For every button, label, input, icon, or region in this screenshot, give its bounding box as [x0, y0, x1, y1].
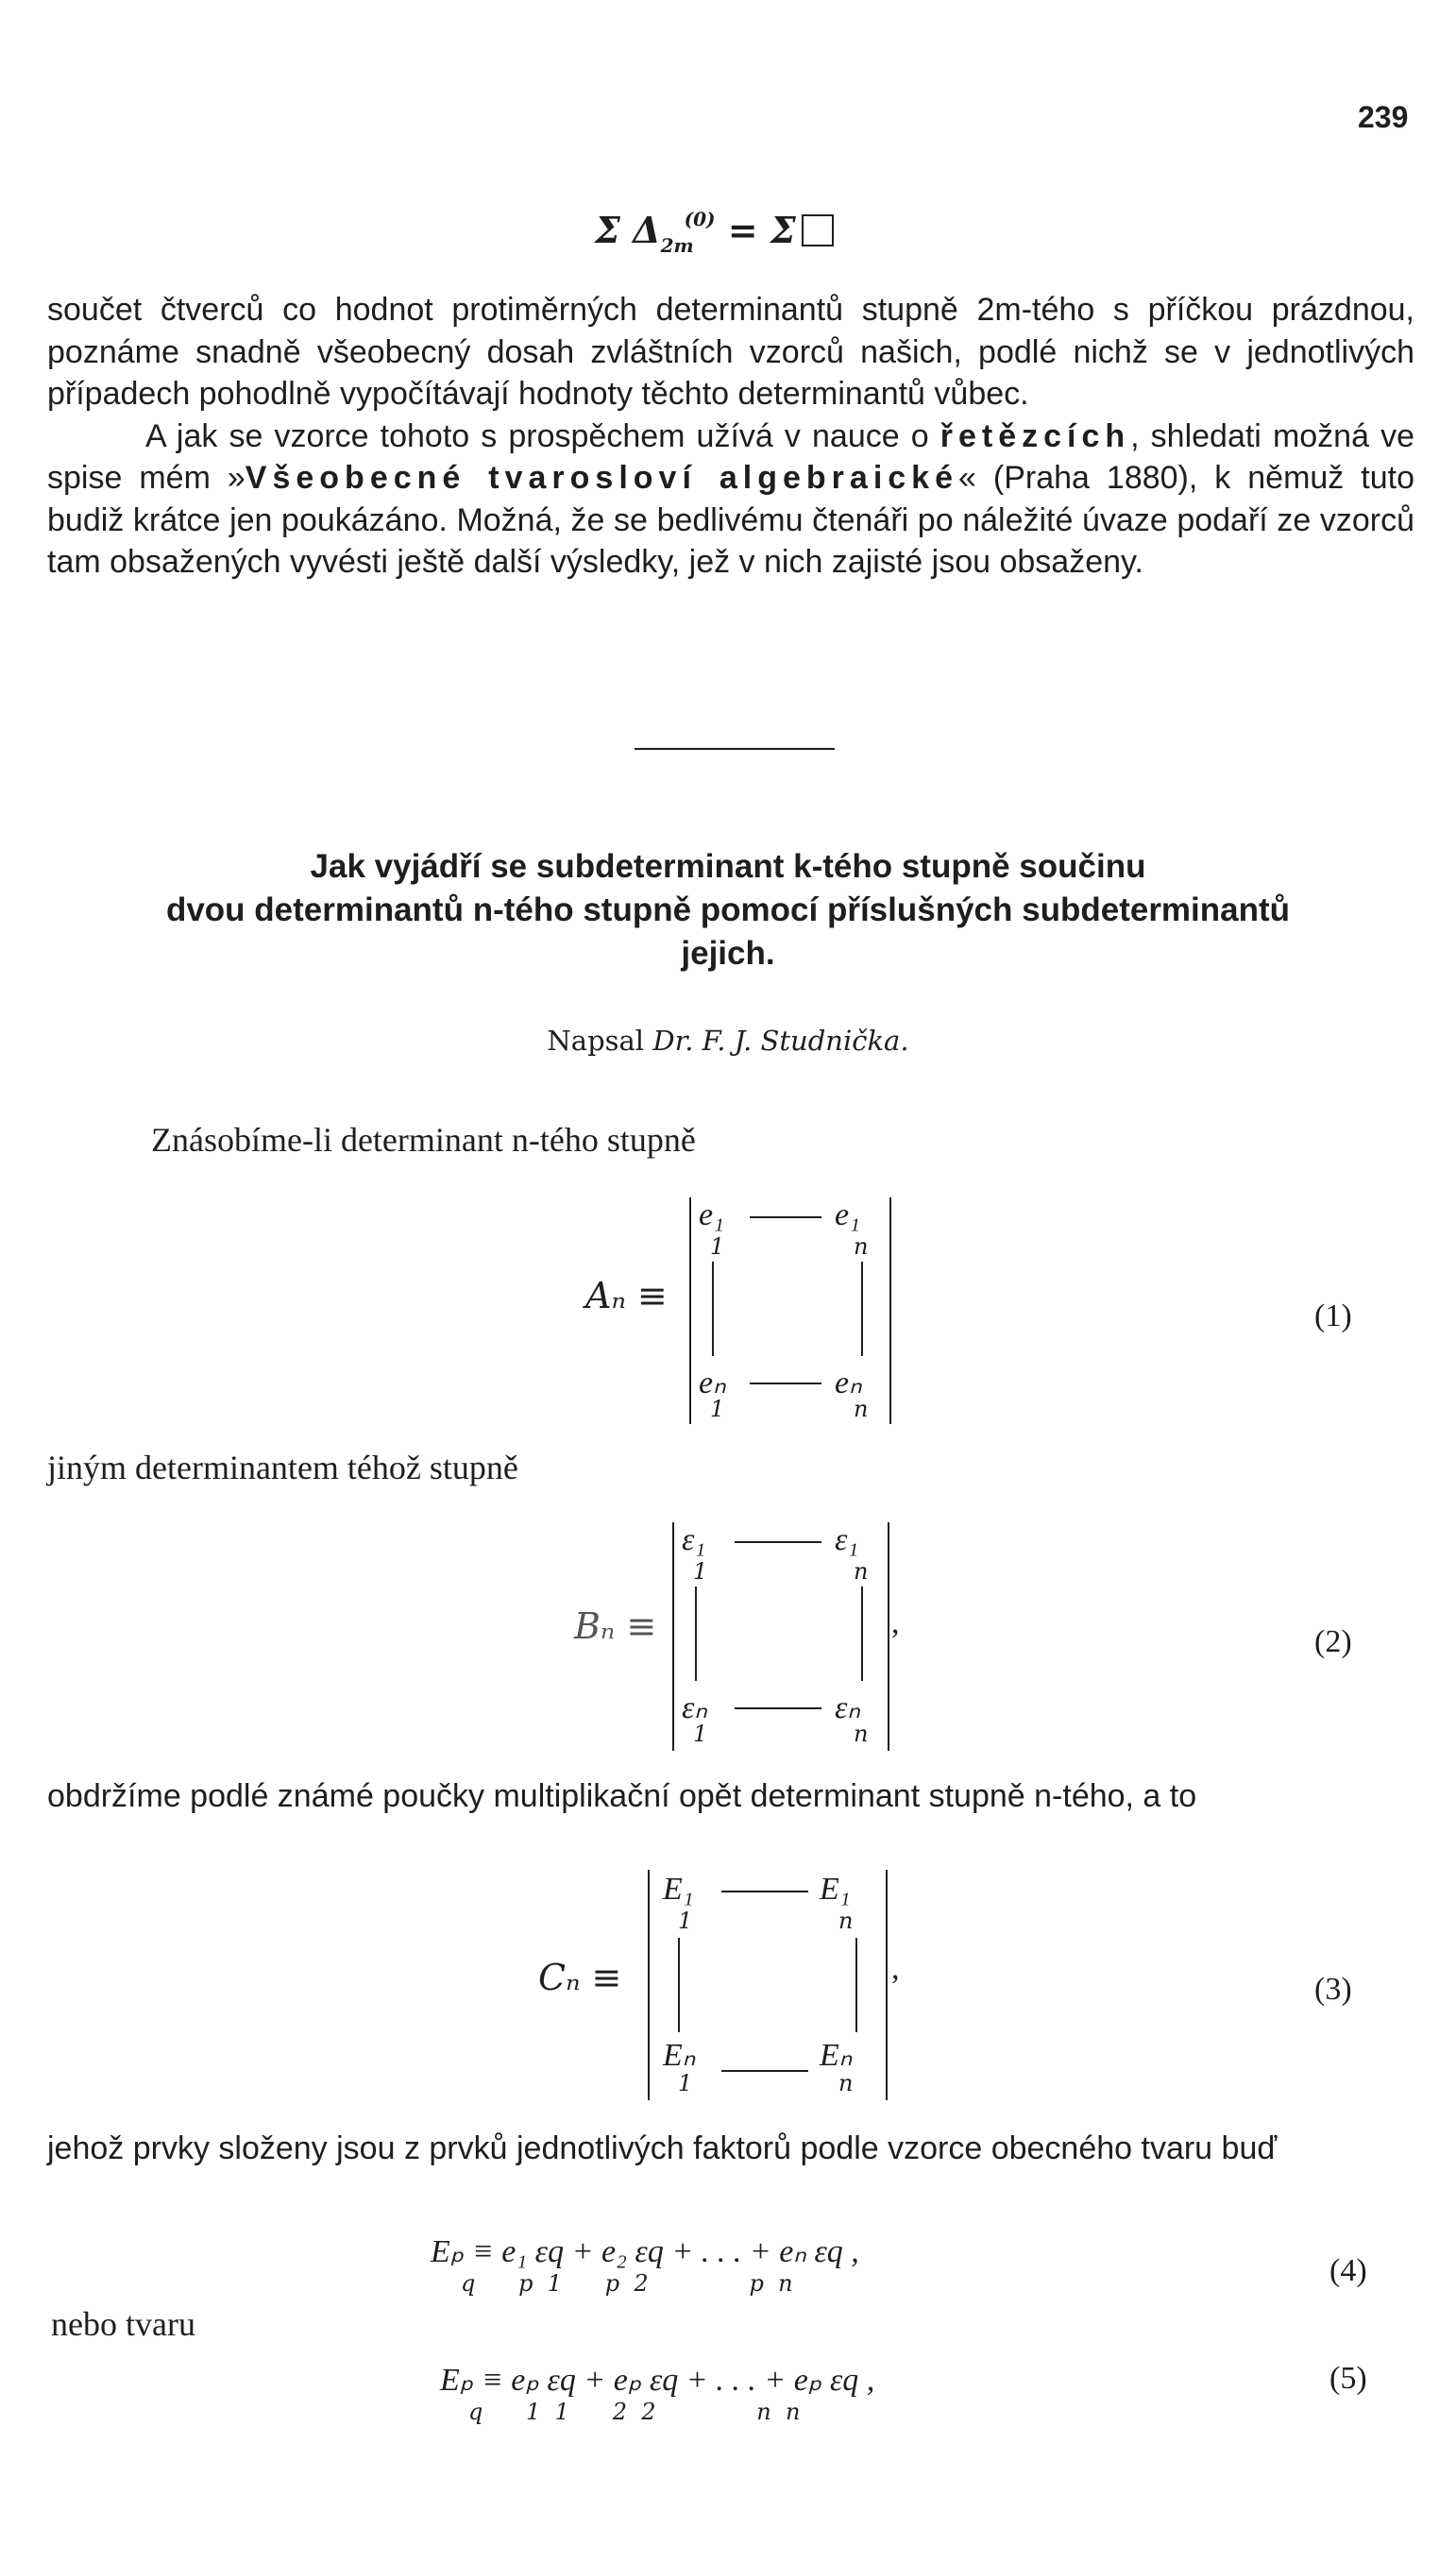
- text-other: jiným determinantem téhož stupně: [47, 1449, 518, 1486]
- equals-sigma: = Σ: [727, 209, 796, 251]
- eq-number-1: (1): [1314, 1298, 1352, 1333]
- eq-number-4: (4): [1329, 2253, 1367, 2288]
- delta-symbol: Δ: [633, 209, 661, 251]
- text-whose: jehož prvky složeny jsou z prvků jednotlivých faktorů podle vzorce obecného tvaru buď: [47, 2130, 1278, 2166]
- delta-subscript: 2m: [660, 234, 694, 257]
- title-line-1: Jak vyjádří se subdeterminant k-tého stupně součinu: [310, 848, 1146, 885]
- text-obtain: obdržíme podlé známé poučky multiplikační opět determinant stupně n-tého, a to: [47, 1778, 1197, 1814]
- det3-matrix: E₁ E₁ 1 n Eₙ Eₙ 1 n: [648, 1870, 888, 2100]
- paragraph-1: součet čtverců co hodnot protiměrných determinantů stupně 2m-tého s příčkou prázdnou, poznáme snadně všeobecný dosah zvláštních vzorců našich, podlé nichž se v jednotlivých případech pohodlně vypočítávají hodnoty těchto determinantů vůbec.: [47, 292, 1414, 412]
- eq5-subscripts: q 1 1 2 2 n n: [468, 2399, 801, 2425]
- paragraph-2: A jak se vzorce tohoto s prospěchem užívá v nauce o řetězcích, shledati možná ve spise mém »Všeobecné tvarosloví algebraické« (Praha 1880), k němuž tuto budiž krátce jen poukázáno. Možná, že se bedlivému čtenáři po náležité úvaze podaří ze vzorců tam obsažených vyvésti ještě další výsledky, jež v nich zajisté jsou obsaženy.: [47, 417, 1415, 580]
- eq5-formula: Eₚ ≡ eₚ εq + eₚ εq + . . . + eₚ εq ,: [440, 2363, 875, 2398]
- eq4-subscripts: q p 1 p 2 p n: [461, 2270, 793, 2297]
- author-line: Napsal Dr. F. J. Studnička.: [547, 1025, 909, 1057]
- det2-comma: ,: [891, 1605, 900, 1640]
- det2-matrix: ε₁ ε₁ 1 n εₙ εₙ 1 n: [672, 1522, 889, 1751]
- delta-superscript: (0): [684, 208, 716, 230]
- body-paragraphs: [47, 289, 1414, 584]
- author-name: Dr. F. J. Studnička.: [652, 1025, 909, 1057]
- title-line-3: jejich.: [681, 935, 775, 972]
- empty-square-icon: [802, 214, 834, 246]
- eq4-formula: Eₚ ≡ e₁ εq + e₂ εq + . . . + eₙ εq ,: [431, 2234, 859, 2269]
- title-line-2: dvou determinantů n-tého stupně pomocí příslušných subdeterminantů: [165, 891, 1291, 928]
- det3-label: Cₙ ≡: [538, 1957, 622, 1998]
- eq-number-3: (3): [1314, 1972, 1352, 2007]
- det1-matrix: e₁ e₁ 1 n eₙ eₙ 1 n: [689, 1197, 891, 1424]
- page-number: 239: [1358, 100, 1409, 134]
- term-chains: řetězcích: [940, 417, 1131, 454]
- eq-number-5: (5): [1329, 2361, 1367, 2396]
- section-divider: [635, 748, 835, 750]
- text-multiply: Znásobíme-li determinant n-tého stupně: [151, 1121, 696, 1159]
- article-title: [38, 845, 1418, 976]
- book-title: Všeobecné tvarosloví algebraické: [245, 460, 958, 496]
- det3-comma: ,: [891, 1951, 900, 1986]
- det2-label: Bₙ ≡: [574, 1605, 657, 1647]
- sigma-symbol: Σ: [595, 209, 620, 251]
- text-or: nebo tvaru: [51, 2305, 195, 2343]
- eq-number-2: (2): [1314, 1624, 1352, 1659]
- top-equation: [595, 208, 834, 257]
- det1-label: Aₙ ≡: [585, 1275, 668, 1316]
